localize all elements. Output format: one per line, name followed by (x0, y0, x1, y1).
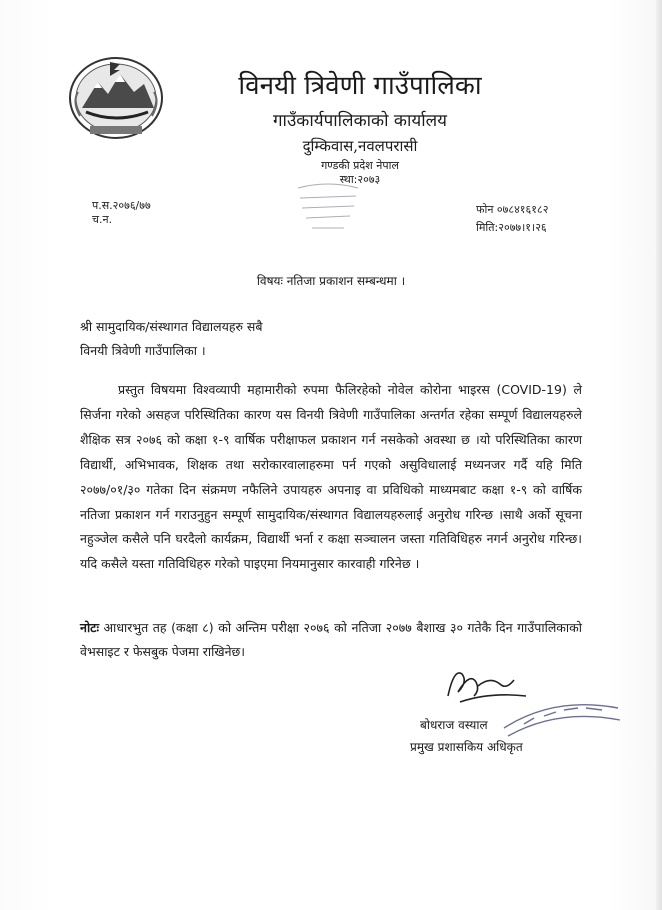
letter-subject: विषयः नतिजा प्रकाशन सम्बन्धमा । (256, 274, 406, 288)
established-year: स्था:२०७३ (339, 173, 381, 186)
signatory-name: बोधराज वस्याल (420, 718, 488, 732)
letter-note (80, 616, 582, 664)
phone-number: फोन ०७८४१६१८२ (476, 203, 549, 216)
letter-body: प्रस्तुत विषयमा विश्वव्यापी महामारीको रुपमा फैलिरहेको नोवेल कोरोना भाइरस (COVID-19) ले सिर्जना गरेको असहज परिस्थितिका कारण यस विनयी त्रिवेणी गाउँपालिका अन्तर्गत रहेका सम्पूर्ण विद्यालयहरुले शैक्षिक सत्र २०७६ को कक्षा १-९ वार्षिक परीक्षाफल प्रकाशन गर्न नसकेको अवस्था छ ।यो परिस्थितिका कारण विद्यार्थी, अभिभावक, शिक्षक तथा सरोकारवालाहरुमा पर्न गएको असुविधालाई मध्यनजर गर्दै यहि मिति २०७७/०१/३० गतेका दिन संक्रमण नफैलिने उपायहरु अपनाइ वा प्रविधिको माध्यमबाट कक्षा १-९ को वार्षिक नतिजा प्रकाशन गर्न गराउनुहुन सम्पूर्ण सामुदायिक/संस्थागत विद्यालयहरुलाई अनुरोध गरिन्छ ।साथै अर्को सूचना नहुञ्जेल कसैले पनि घरदैलो कार्यक्रम, विद्यार्थी भर्ना र कक्षा सञ्चालन जस्ता गतिविधिहरु नगर्न अनुरोध गरिन्छ। यदि कसैले यस्ता गतिविधिहरु गरेको पाइएमा नियमानुसार कारवाही गरिनेछ । (80, 382, 582, 572)
addressee-line-1: श्री सामुदायिक/संस्थागत विद्यालयहरु सबै (80, 319, 263, 334)
letter-date: मिति:२०७७।१।२६ (476, 221, 547, 234)
province-name: गण्डकी प्रदेश नेपाल (321, 159, 399, 172)
office-stamp-icon (292, 178, 364, 240)
nepal-emblem-icon (64, 52, 168, 142)
municipality-title: विनयी त्रिवेणी गाउँपालिका (238, 71, 482, 101)
signatory-title: प्रमुख प्रशासकिय अधिकृत (410, 740, 523, 754)
office-name: गाउँकार्यपालिकाको कार्यालय (272, 111, 448, 131)
page-edge-shadow (656, 0, 662, 910)
office-address: दुम्किवास,नवलपरासी (302, 137, 418, 155)
letter-number: प.स.२०७६/७७ (92, 199, 151, 212)
dispatch-number: च.न. (92, 213, 113, 226)
note-text: आधारभुत तह (कक्षा ८) को अन्तिम परीक्षा २०७६ को नतिजा २०७७ बैशाख ३० गतेकै दिन गाउँपालिकाको वेभसाइट र फेसबुक पेजमा राखिनेछ। (80, 620, 582, 659)
note-label: नोटः (80, 620, 100, 635)
official-seal-icon (494, 690, 624, 738)
addressee-line-2: विनयी त्रिवेणी गाउँपालिका । (80, 343, 206, 358)
